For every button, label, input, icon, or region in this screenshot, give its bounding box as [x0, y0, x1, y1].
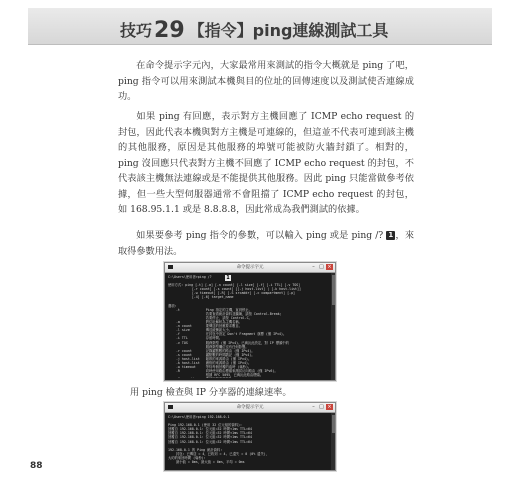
console-line: 服務類型欄位沒有任何影響。 [168, 344, 249, 349]
close-icon[interactable]: × [327, 404, 332, 410]
console-line: -a 將位址解析為主機名稱。 [168, 320, 242, 325]
console-line: [-r count] [-s count] [[-j host-list] | [-k host-list]] [168, 287, 301, 292]
minimize-icon[interactable]: – [312, 264, 315, 270]
console-line: [-w timeout] [-R] [-S srcaddr] [-c compartment] [-p] [168, 291, 296, 296]
scrollbar-thumb[interactable] [332, 275, 335, 305]
console-line: -f 在封包中設定 Don't Fragment 旗標 (僅 IPv4)。 [168, 332, 287, 337]
console-output [168, 415, 329, 468]
console-output [168, 275, 329, 378]
maximize-icon[interactable]: □ [319, 404, 324, 410]
console-line: -i TTL 存留時間。 [168, 336, 223, 341]
console-line: -j host-list 鬆散的來源路由 (僅 IPv4)。 [168, 356, 252, 361]
console-line: -l size 傳送緩衝區大小。 [168, 328, 233, 333]
console-line: -s count 躍點數的時間戳記 (僅 IPv4)。 [168, 352, 255, 357]
console-line: 大約的來回時間 (毫秒): [168, 455, 206, 460]
console-line: -t Ping 指定的主機，直到停止。 [168, 307, 252, 312]
console-title: 命令提示字元 [236, 265, 264, 270]
console-line: -r count 記錄躍點數的路由 (僅 IPv4)。 [168, 348, 255, 353]
console-line: 回覆自 192.168.0.1: 位元組=32 時間<1ms TTL=64 [168, 435, 252, 440]
console-line: 最小值 = 0ms，最大值 = 0ms，平均 = 0ms [168, 460, 245, 465]
minimize-icon[interactable]: – [312, 404, 315, 410]
window-controls [310, 264, 333, 270]
console-line: 使用方式: ping [-t] [-a] [-n count] [-l size] [-f] [-i TTL] [-v TOS] [168, 283, 301, 288]
console-line: -w timeout 等待每個回覆的逾時 (毫秒)。 [168, 365, 252, 370]
console-line: -R 同時使用路由標頭來測試反向路由 (僅 IPv6)。 [168, 369, 278, 374]
console-window-help [164, 262, 336, 381]
console-line: 192.168.0.1 的 Ping 統計資料: [168, 447, 223, 452]
page-number: 88 [30, 461, 43, 471]
console-line: 回覆自 192.168.0.1: 位元組=32 時間<1ms TTL=64 [168, 439, 252, 444]
chapter-title [120, 18, 388, 43]
figure-caption: 用 ping 檢查與 IP 分享器的連線速率。 [130, 387, 292, 398]
console-line: C:\Users\使用者>ping /? [168, 275, 212, 279]
console-line [168, 377, 329, 378]
console-title: 命令提示字元 [236, 405, 264, 410]
console-scrollbar[interactable] [331, 273, 335, 380]
step-badge-overlay: 1 [226, 275, 230, 281]
console-line: [-4] [-6] target_name [168, 295, 234, 300]
console-line: C:\Users\使用者>ping 192.168.0.1 [168, 415, 230, 419]
maximize-icon[interactable]: □ [319, 264, 324, 270]
console-line: 若要查看統計資料並繼續，請按 Control-Break; [168, 311, 282, 316]
console-line: Ping 192.168.0.1 (使用 32 位元組的資料): [168, 423, 243, 428]
paragraph-parameters-after: ，來取得參數用法。 [118, 230, 415, 257]
paragraph-intro-text: 在命令提示字元內，大家最常用來測試的指令大概就是 ping 了吧，ping 指令可以用來測試本機與目的位址的回傳速度以及測試使否連線成功。 [118, 60, 414, 102]
console-scrollbar[interactable] [331, 413, 335, 470]
console-titlebar [165, 403, 335, 413]
console-titlebar [165, 263, 335, 273]
console-line: -n count 要傳送的回應要求數目。 [168, 324, 242, 329]
console-line: 選項: [168, 303, 177, 308]
paragraph-intro [118, 58, 414, 105]
console-line: 根據 RFC 5095，已淘汰此路由標頭。 [168, 373, 264, 378]
tip-prefix: 技巧 [120, 21, 153, 40]
console-line: 封包: 已傳送 = 4，已收到 = 4, 已遺失 = 0 (0% 遺失)， [168, 451, 270, 456]
close-icon[interactable]: × [327, 264, 332, 270]
console-line: 回覆自 192.168.0.1: 位元組=32 時間<1ms TTL=64 [168, 427, 252, 432]
paragraph-parameters-before: 如果要參考 ping 指令的參數，可以輸入 ping 或是 ping /? [136, 230, 384, 241]
paragraph-icmp-text: 如果 ping 有回應，表示對方主機回應了 ICMP echo request 的封包，因此代表本機與對方主機是可連線的，但這並不代表可連到該主機的其他服務，原因是其他服務的埠號可能被防火牆封鎖了。相對的，ping 沒回應只代表對方主機不回應了 ICMP echo request 的封包，不代表該主機無法連線或是不能提供其他服務。因此 ping 只能當做參考依據，但一些大型伺服器通常不會阻擋了 ICMP echo request 的封包，如 168.95.1.1 或是 8.8.8.8，因此常成為我們測試的依據。 [118, 111, 414, 215]
console-line: 回覆自 192.168.0.1: 位元組=32 時間<1ms TTL=64 [168, 431, 252, 436]
scrollbar-thumb[interactable] [332, 415, 335, 433]
paragraph-parameters [118, 228, 414, 259]
console-window-ping [164, 402, 336, 471]
tip-title: 【指令】ping連線測試工具 [188, 21, 389, 40]
console-line: 若要停止，請按 Control-C。 [168, 315, 252, 320]
chapter-header [28, 8, 492, 45]
tip-number: 29 [154, 18, 185, 43]
window-controls [310, 404, 333, 410]
step-badge: 1 [386, 231, 395, 240]
console-line: -v TOS 服務類型 (僅 IPv4)。已淘汰此設定，對 IP 標頭中的 [168, 340, 289, 345]
paragraph-icmp [118, 109, 414, 218]
console-line: -k host-list 嚴格的來源路由 (僅 IPv4)。 [168, 360, 252, 365]
